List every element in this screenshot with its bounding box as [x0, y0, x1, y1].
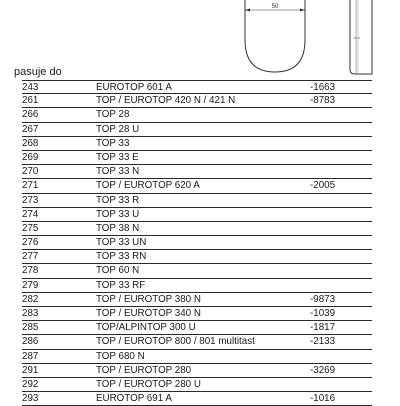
part-number: 292: [22, 378, 39, 390]
part-number: 278: [22, 265, 39, 277]
table-row: [22, 222, 372, 236]
model-name: TOP 33 UN: [96, 237, 147, 249]
table-row: [22, 108, 372, 122]
model-name: TOP 38 N: [96, 222, 140, 234]
table-row: [22, 279, 372, 293]
part-number: 243: [22, 82, 39, 93]
part-number: 285: [22, 322, 39, 334]
side-view-outline: [350, 0, 372, 74]
part-number: 286: [22, 336, 39, 348]
part-number: 270: [22, 166, 39, 178]
part-number: 271: [22, 180, 39, 192]
part-number: 282: [22, 293, 39, 305]
table-row: [22, 236, 372, 250]
part-number: 283: [22, 308, 39, 319]
model-name: TOP / EUROTOP 340 N: [96, 308, 201, 319]
dimension-arrow-right: [300, 9, 305, 12]
model-name: TOP / EUROTOP 280: [96, 364, 192, 376]
parts-table: [22, 80, 372, 406]
part-number: 268: [22, 137, 39, 149]
dimension-arrow-left: [245, 9, 250, 12]
part-number: 287: [22, 350, 39, 362]
table-row: [22, 151, 372, 165]
table-row: [22, 94, 372, 108]
part-number: 273: [22, 194, 39, 206]
model-name: TOP 33 RN: [96, 251, 147, 263]
front-view-outline: [245, 0, 305, 72]
model-name: TOP / EUROTOP 800 / 801 multitast: [96, 336, 255, 348]
table-row: [22, 208, 372, 222]
table-row: [22, 350, 372, 364]
table-row: [22, 378, 372, 392]
table-row: [22, 137, 372, 151]
model-name: TOP 680 N: [96, 350, 145, 362]
reference-code: -1817: [310, 322, 336, 334]
table-row: [22, 293, 372, 307]
reference-code: -1039: [310, 308, 336, 319]
model-name: TOP/ALPINTOP 300 U: [96, 322, 196, 334]
part-number: 269: [22, 151, 39, 163]
table-row: [22, 392, 372, 406]
part-number: 279: [22, 279, 39, 291]
model-name: TOP 33 N: [96, 166, 140, 178]
reference-code: -8783: [310, 95, 336, 107]
table-row: [22, 80, 372, 94]
model-name: TOP 28 U: [96, 123, 140, 135]
part-number: 293: [22, 393, 39, 405]
model-name: EUROTOP 601 A: [96, 82, 172, 93]
reference-code: -2005: [310, 180, 336, 192]
model-name: TOP 33 RF: [96, 279, 146, 291]
part-number: 277: [22, 251, 39, 263]
table-row: [22, 321, 372, 335]
part-number: 267: [22, 123, 39, 135]
reference-code: -3269: [310, 364, 336, 376]
model-name: TOP 33 U: [96, 208, 140, 220]
reference-code: -9873: [310, 293, 336, 305]
model-name: EUROTOP 691 A: [96, 393, 172, 405]
dimension-label: 50: [271, 4, 279, 10]
reference-code: -1663: [310, 82, 336, 93]
model-name: TOP / EUROTOP 380 N: [96, 293, 201, 305]
model-name: TOP 33: [96, 137, 130, 149]
part-number: 275: [22, 222, 39, 234]
model-name: TOP 60 N: [96, 265, 140, 277]
table-row: [22, 194, 372, 208]
reference-code: -1016: [310, 393, 336, 405]
table-row: [22, 250, 372, 264]
model-name: TOP 28: [96, 109, 130, 121]
part-number: 291: [22, 364, 39, 376]
fits-label: pasuje do: [14, 66, 62, 78]
table-row: [22, 179, 372, 193]
table-row: [22, 264, 372, 278]
model-name: TOP / EUROTOP 420 N / 421 N: [96, 95, 236, 107]
table-row: [22, 364, 372, 378]
table-row: [22, 335, 372, 349]
model-name: TOP 33 R: [96, 194, 140, 206]
table-row: [22, 165, 372, 179]
table-row: [22, 307, 372, 321]
model-name: TOP 33 E: [96, 151, 139, 163]
part-number: 274: [22, 208, 39, 220]
part-number: 276: [22, 237, 39, 249]
model-name: TOP / EUROTOP 280 U: [96, 378, 201, 390]
part-number: 261: [22, 95, 39, 107]
model-name: TOP / EUROTOP 620 A: [96, 180, 200, 192]
part-number: 266: [22, 109, 39, 121]
reference-code: -2133: [310, 336, 336, 348]
table-row: [22, 123, 372, 137]
